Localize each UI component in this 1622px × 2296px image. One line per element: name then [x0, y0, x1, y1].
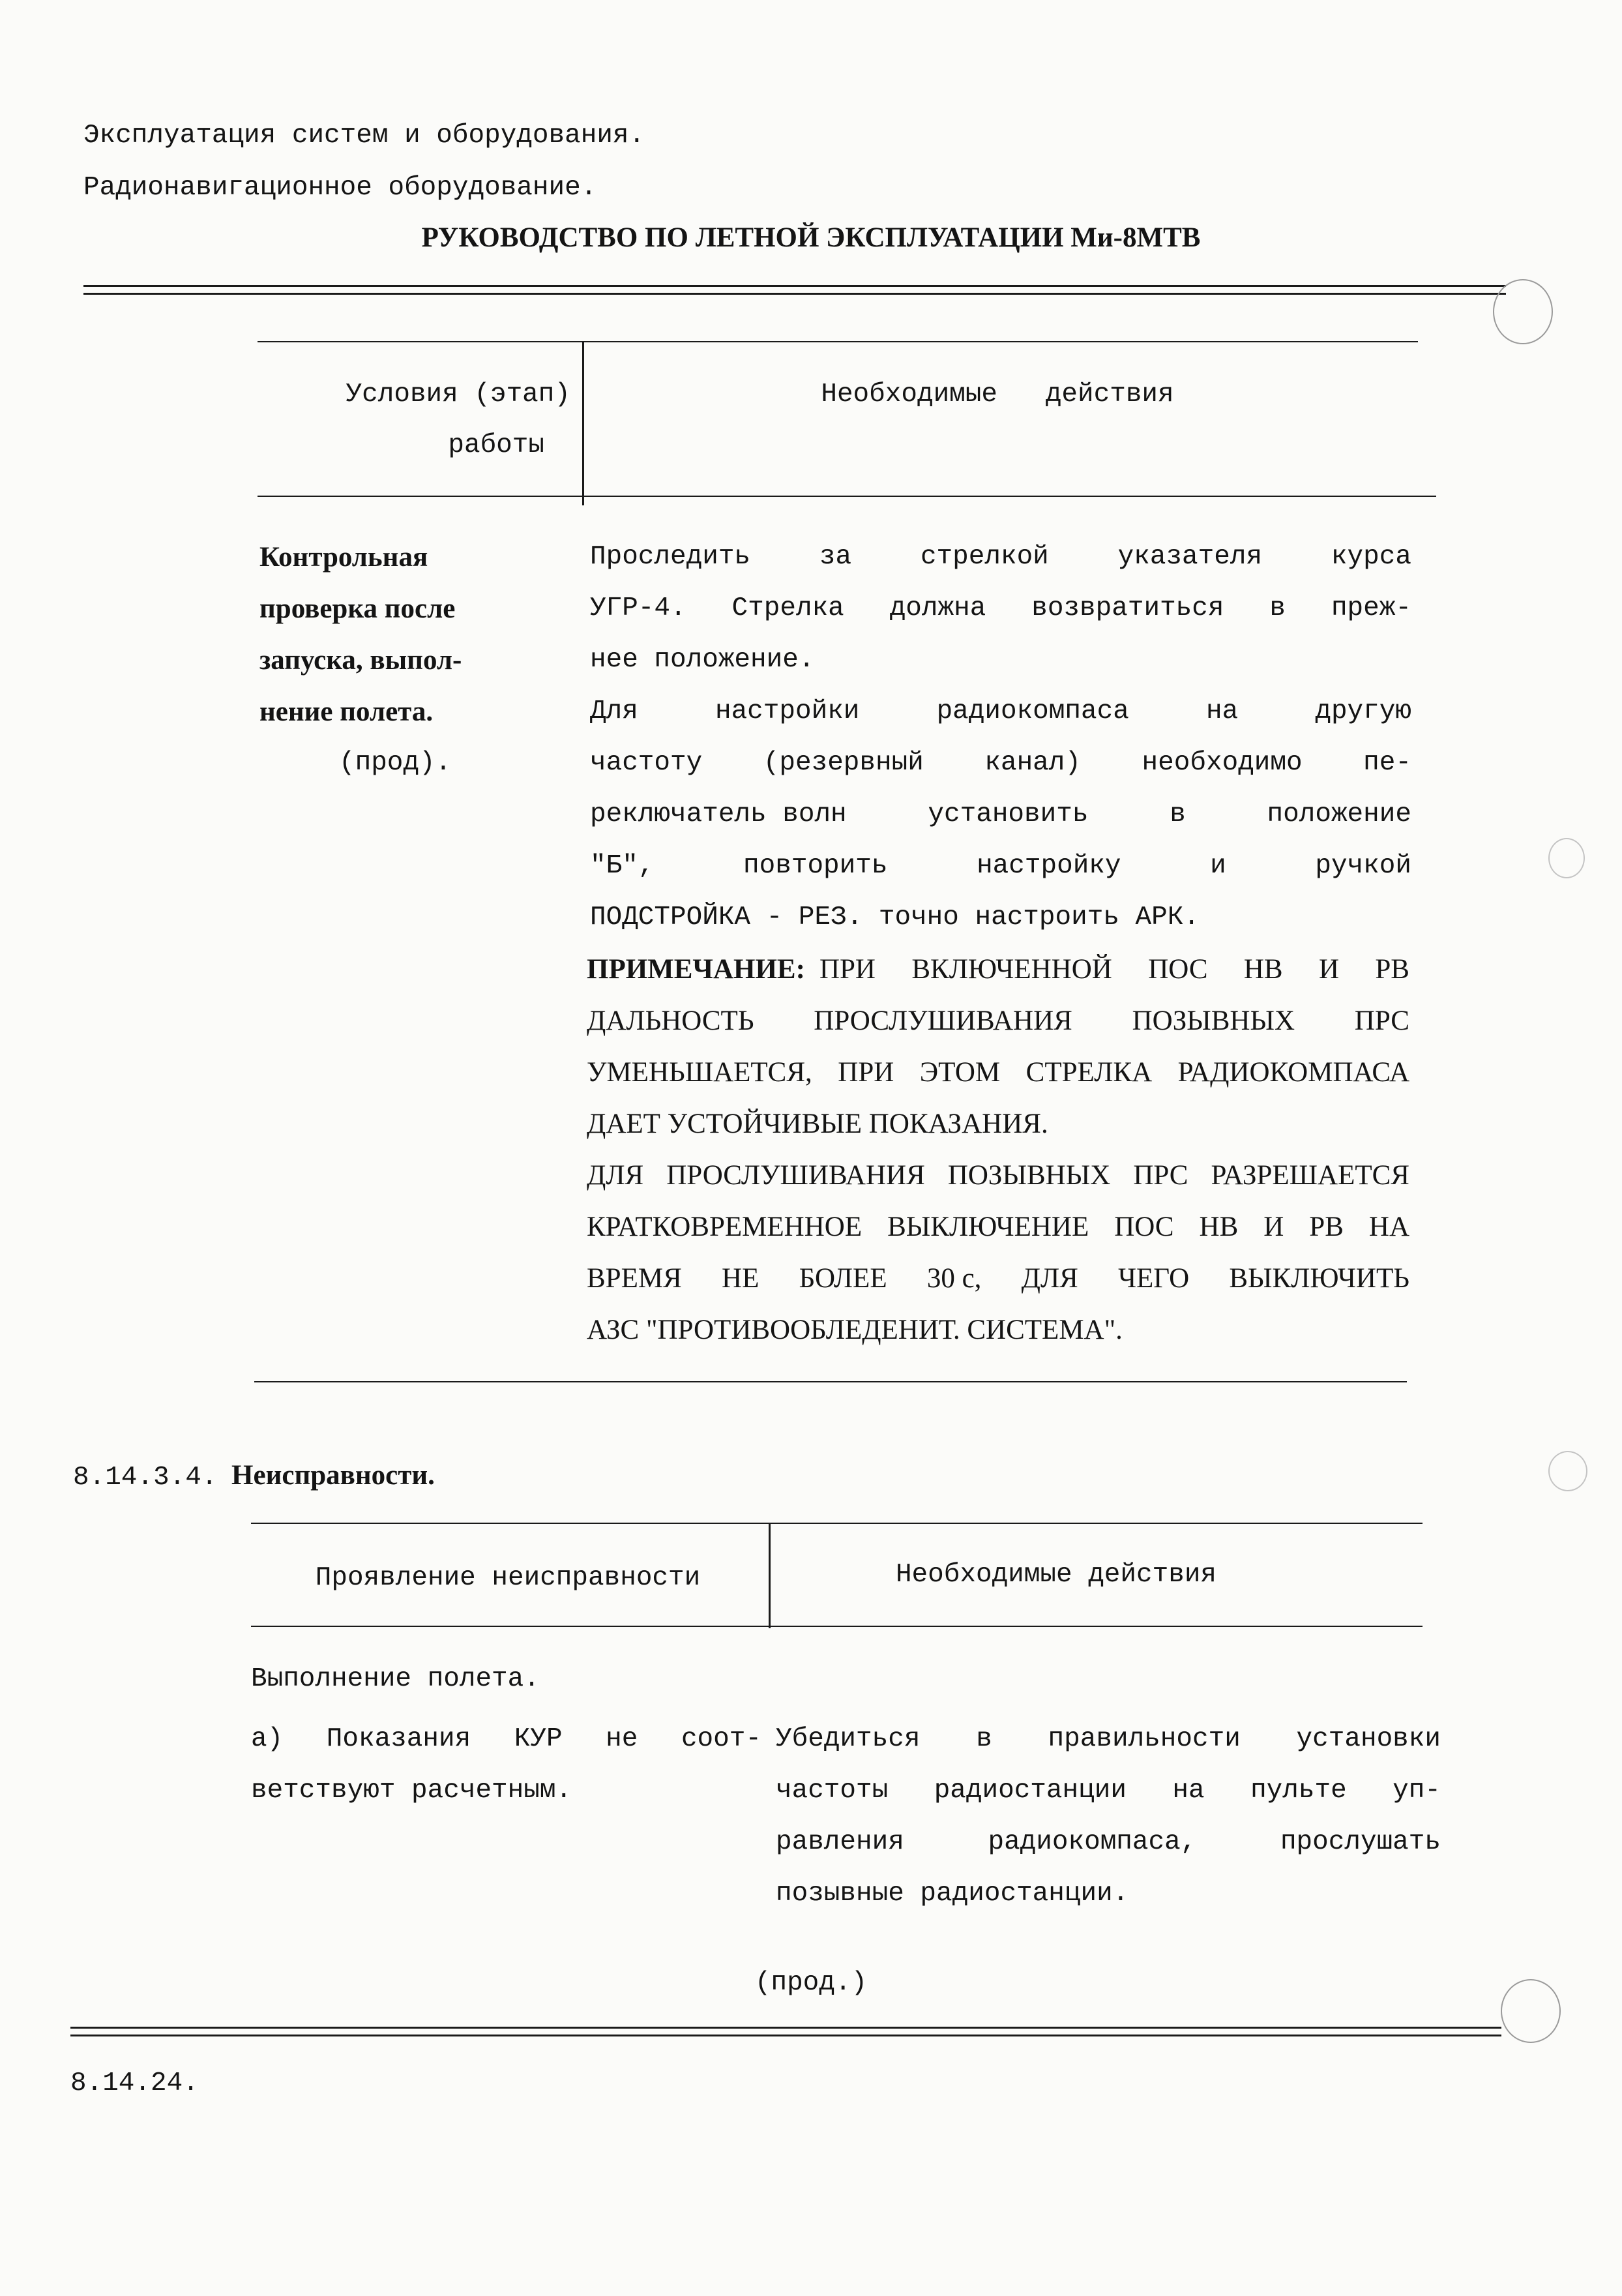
note-label: ПРИМЕЧАНИЕ: — [587, 954, 805, 985]
word: НА — [1368, 1212, 1409, 1242]
note-line — [587, 1047, 1409, 1098]
word: на — [1205, 696, 1239, 726]
word: реключатель волн — [590, 799, 847, 829]
word: повторить — [743, 851, 888, 881]
note-line — [587, 995, 1409, 1047]
word: курса — [1331, 542, 1411, 572]
word: ПОС — [1114, 1212, 1174, 1242]
condition-line: (прод). — [339, 748, 452, 778]
table1-column-divider — [582, 342, 584, 505]
word: соот- — [681, 1724, 761, 1754]
table2-header-top-rule — [251, 1523, 1423, 1524]
continued-marker: (прод.) — [754, 1968, 868, 1998]
word: уп- — [1393, 1776, 1441, 1806]
word: установки — [1296, 1724, 1441, 1754]
word: настройки — [715, 696, 860, 726]
word: канал) — [984, 748, 1081, 778]
word: настройку — [977, 851, 1121, 881]
word: Показания — [326, 1724, 471, 1754]
word: АЗС "ПРОТИВООБЛЕДЕНИТ. СИСТЕМА". — [587, 1315, 1123, 1345]
word: Для — [590, 696, 638, 726]
word: (резервный — [763, 748, 924, 778]
condition-line: Контрольная — [259, 542, 428, 573]
word: УГР-4. — [590, 593, 686, 623]
word: ручкой — [1315, 851, 1411, 881]
action-line — [590, 841, 1411, 892]
word: за — [819, 542, 852, 572]
note-line — [587, 1304, 1409, 1356]
word: пульте — [1250, 1776, 1347, 1806]
word: И — [1263, 1212, 1284, 1242]
word: КРАТКОВРЕМЕННОЕ — [587, 1212, 863, 1242]
word: пе- — [1363, 748, 1411, 778]
word: РАДИОКОМПАСА — [1177, 1057, 1409, 1088]
word: равления — [776, 1827, 904, 1857]
table1-actions-cell — [590, 531, 1411, 944]
action-line — [776, 1868, 1441, 1920]
word: радиокомпаса — [936, 696, 1129, 726]
word: РВ — [1309, 1212, 1344, 1242]
note-line — [587, 1201, 1409, 1253]
word: РАЗРЕШАЕТСЯ — [1211, 1160, 1409, 1191]
word: положение — [1267, 799, 1411, 829]
word: необходимо — [1142, 748, 1303, 778]
word: И — [1318, 954, 1340, 985]
table2-col2-header: Необходимые действия — [895, 1560, 1217, 1590]
bottom-rule-1 — [70, 2027, 1501, 2029]
table2-actions-cell — [776, 1714, 1441, 1920]
word: ДЛЯ — [587, 1160, 644, 1191]
table1-col1-header-line1: Условия (этап) — [346, 380, 570, 410]
top-rule-1 — [83, 285, 1506, 287]
bottom-rule-2 — [70, 2035, 1501, 2036]
word: ПРИ — [838, 1057, 894, 1088]
header-subsection-line: Радионавигационное оборудование. — [83, 173, 597, 203]
punch-hole-mark — [1548, 1451, 1587, 1491]
word: ВЫКЛЮЧИТЬ — [1229, 1263, 1409, 1294]
table1-header-bottom-rule — [258, 496, 1436, 497]
word: ПОЗЫВНЫХ — [1132, 1006, 1295, 1036]
word: ПОС — [1148, 954, 1208, 985]
table1-col2-header: Необходимые действия — [821, 380, 1174, 410]
word: ветствуют расчетным. — [251, 1776, 572, 1806]
action-line — [590, 686, 1411, 738]
section-title: Неисправности. — [231, 1460, 435, 1491]
condition-line: нение полета. — [259, 696, 434, 727]
punch-hole-mark — [1493, 279, 1553, 344]
document-title: РУКОВОДСТВО ПО ЛЕТНОЙ ЭКСПЛУАТАЦИИ Ми-8МТВ — [421, 222, 1201, 253]
word: нее положение. — [590, 645, 815, 675]
word: в — [976, 1724, 992, 1754]
word: ЧЕГО — [1118, 1263, 1190, 1294]
word: частоту — [590, 748, 703, 778]
malfunction-line — [251, 1765, 761, 1817]
word: и — [1210, 851, 1226, 881]
table2-col1-header: Проявление неисправности — [315, 1563, 701, 1593]
action-line — [776, 1765, 1441, 1817]
word: ПРОСЛУШИВАНИЯ — [814, 1006, 1072, 1036]
word: ПРС — [1133, 1160, 1188, 1191]
word: НВ — [1199, 1212, 1239, 1242]
word: НВ — [1243, 954, 1283, 985]
word: позывные радиостанции. — [776, 1879, 1129, 1909]
malfunction-line — [251, 1714, 761, 1765]
word: "Б", — [590, 851, 655, 881]
word: Проследить — [590, 542, 751, 572]
note-line — [587, 1150, 1409, 1201]
word: 30 с, — [926, 1263, 982, 1294]
word: в — [1269, 593, 1286, 623]
table2-stage: Выполнение полета. — [251, 1664, 540, 1694]
word: КУР — [514, 1724, 563, 1754]
word: ПОДСТРОЙКА - РЕЗ. точно настроить АРК. — [590, 902, 1200, 932]
word: установить — [928, 799, 1089, 829]
word: РВ — [1375, 954, 1409, 985]
table1-note — [587, 944, 1409, 1356]
word: ДАЛЬНОСТЬ — [587, 1006, 754, 1036]
action-line — [590, 531, 1411, 583]
page-number: 8.14.24. — [70, 2068, 199, 2098]
word: а) — [251, 1724, 284, 1754]
word: ДАЕТ УСТОЙЧИВЫЕ ПОКАЗАНИЯ. — [587, 1109, 1048, 1139]
word: ДЛЯ — [1021, 1263, 1078, 1294]
section-heading — [73, 1459, 435, 1498]
word: частоты — [776, 1776, 889, 1806]
word: радиокомпаса, — [988, 1827, 1197, 1857]
word: ВЫКЛЮЧЕНИЕ — [887, 1212, 1089, 1242]
action-line — [590, 789, 1411, 841]
punch-hole-mark — [1548, 838, 1585, 878]
word: на — [1172, 1776, 1205, 1806]
table1-condition-cell — [259, 531, 462, 789]
action-line — [776, 1817, 1441, 1868]
note-line — [587, 1098, 1409, 1150]
table2-column-divider — [769, 1524, 771, 1628]
word: ВКЛЮЧЕННОЙ — [911, 954, 1112, 985]
word: Стрелка — [731, 593, 844, 623]
table1-header-top-rule — [258, 341, 1418, 342]
condition-line: запуска, выпол- — [259, 645, 462, 676]
table1-bottom-rule — [254, 1381, 1407, 1382]
word: УМЕНЬШАЕТСЯ, — [587, 1057, 812, 1088]
word: ПРС — [1354, 1006, 1409, 1036]
word: в — [1170, 799, 1186, 829]
table1-col1-header-line2: работы — [448, 430, 544, 460]
word: стрелкой — [920, 542, 1049, 572]
action-line — [590, 892, 1411, 944]
word: ПРИ — [819, 954, 876, 985]
top-rule-2 — [83, 293, 1506, 295]
word: ПОЗЫВНЫХ — [947, 1160, 1111, 1191]
word: БОЛЕЕ — [799, 1263, 887, 1294]
action-line — [776, 1714, 1441, 1765]
word: НЕ — [722, 1263, 759, 1294]
word: ПРОСЛУШИВАНИЯ — [666, 1160, 925, 1191]
word: Убедиться — [776, 1724, 921, 1754]
action-line — [590, 738, 1411, 789]
word: должна — [889, 593, 986, 623]
condition-line: проверка после — [259, 593, 456, 624]
section-number: 8.14.3.4. — [73, 1463, 218, 1493]
word: ВРЕМЯ — [587, 1263, 682, 1294]
word: другую — [1315, 696, 1411, 726]
note-line — [819, 944, 1409, 995]
word: прослушать — [1280, 1827, 1441, 1857]
word: не — [606, 1724, 638, 1754]
word: СТРЕЛКА — [1025, 1057, 1153, 1088]
note-line — [587, 1253, 1409, 1304]
note-line-first — [587, 944, 1409, 995]
word: возвратиться — [1031, 593, 1224, 623]
word: ЭТОМ — [919, 1057, 1001, 1088]
word: указателя — [1117, 542, 1263, 572]
action-line — [590, 583, 1411, 634]
table2-header-bottom-rule — [251, 1626, 1423, 1627]
word: правильности — [1048, 1724, 1241, 1754]
word: радиостанции — [934, 1776, 1127, 1806]
word: преж- — [1331, 593, 1411, 623]
table2-malfunction-cell — [251, 1714, 761, 1817]
action-line — [590, 634, 1411, 686]
header-section-line: Эксплуатация систем и оборудования. — [83, 121, 645, 151]
